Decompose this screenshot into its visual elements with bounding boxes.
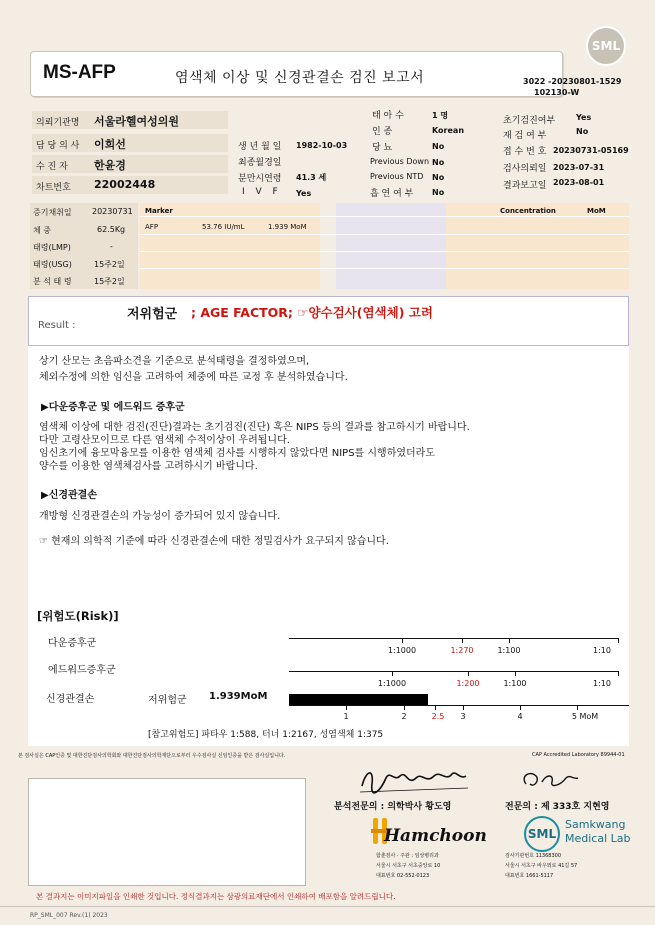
ntd-tick-5 xyxy=(520,705,521,710)
delivery-age-label: 분만시연령 xyxy=(238,174,282,184)
edwards-tick-2 xyxy=(468,671,469,676)
bottom-note: 본 결과지는 이미지파일을 인쇄한 것입니다. 정식결과지는 삼광의료재단에서 인쇄하여 배포함을 알려드립니다. xyxy=(36,892,396,901)
paragraph-4: ☞ 현재의 의학적 기준에 따라 신경관결손에 대한 정밀검사가 요구되지 않습니다. xyxy=(39,536,389,547)
diabetes-label: 당 뇨 xyxy=(372,143,393,153)
bottom-rule xyxy=(0,906,655,907)
marker-row-line-2 xyxy=(140,251,629,252)
hamchoon-info-2: 서울시 서초구 서초중앙로 10 xyxy=(376,863,441,869)
edwards-tick-label-3: 1:100 xyxy=(503,679,527,688)
page-title: 염색체 이상 및 신경관결손 검진 보고서 xyxy=(175,70,425,86)
down-tick-4 xyxy=(618,638,619,643)
down-scale-line xyxy=(289,638,619,639)
ntd-tick-label-5: 4 xyxy=(517,712,523,721)
institution-label: 의뢰기관명 xyxy=(36,118,80,128)
down-tick-1 xyxy=(402,638,403,643)
fetus-label: 태 아 수 xyxy=(372,111,404,121)
edwards-tick-1 xyxy=(392,671,393,676)
marker-row-line-1 xyxy=(140,234,629,235)
ntd-tick-2 xyxy=(404,705,405,710)
last-exam-label: 최종월경일 xyxy=(238,158,282,168)
heading-ntd: ▶신경관결손 xyxy=(41,490,97,501)
sml-lab-name-2: Medical Lab xyxy=(565,832,631,845)
concentration-header: Concentration xyxy=(500,207,556,215)
reference-risk: [참고위험도] 파타우 1:588, 터너 1:2167, 성염색체 1:375 xyxy=(148,730,384,740)
birth-value: 1982-10-03 xyxy=(296,141,348,150)
edwards-tick-label-1: 1:1000 xyxy=(377,679,407,688)
report-code: 3022 -20230801-1529 xyxy=(523,77,622,86)
ivf-label: I V F xyxy=(242,187,282,197)
collect-label: 증기채취일 xyxy=(33,208,72,217)
race-value: Korean xyxy=(432,126,465,135)
ntd-scale-line xyxy=(289,705,629,706)
ntd-tick-4 xyxy=(463,705,464,710)
ntd-tick-label-1: 1 xyxy=(343,712,349,721)
marker-row-line-3 xyxy=(140,268,629,269)
ntd-label: 신경관결손 xyxy=(46,694,95,705)
chart-value: 22002448 xyxy=(94,178,156,191)
specialist-name: 전문의 : 제 333호 지현영 xyxy=(505,802,610,812)
paragraph-2-line-3: 임신초기에 융모막융모를 이용한 염색체 검사를 시행하지 않았다면 NIPS를 시행하였더라도 xyxy=(39,448,435,459)
collect-value: 20230731 xyxy=(92,207,133,216)
title-box xyxy=(30,51,563,97)
report-date-value: 2023-08-01 xyxy=(553,178,605,187)
sml-lab-name-1: Samkwang xyxy=(565,818,626,831)
form-code: RP_SML_007 Rev.(1) 2023 xyxy=(30,912,108,919)
ntd-tick-1 xyxy=(346,705,347,710)
hamchoon-info-1: 함춘검사 · 주관 : 임상병리과 xyxy=(376,853,439,859)
sml-info-1: 검사기관번호 11368300 xyxy=(505,853,562,859)
race-label: 인 종 xyxy=(372,127,393,137)
paragraph-1-line-1: 상기 산모는 초음파소견을 기준으로 분석태령을 결정하였으며, xyxy=(39,356,310,367)
edwards-scale-line xyxy=(289,671,619,672)
sml-logo xyxy=(586,26,626,66)
heading-down-edwards: ▶다운증후군 및 에드워드 증후군 xyxy=(41,402,185,413)
mom-header: MoM xyxy=(587,207,606,215)
edwards-tick-label-4: 1:10 xyxy=(593,679,611,688)
ntd-mom-bar xyxy=(289,694,428,705)
paragraph-1-line-2: 체외수정에 의한 임신을 고려하여 체중에 따른 교정 후 분석하였습니다. xyxy=(39,372,348,383)
weight-value: 62.5Kg xyxy=(97,225,126,234)
delivery-age-value: 41.3 세 xyxy=(296,173,327,182)
specialist-signature xyxy=(516,766,586,794)
analysis-label: 분 석 태 령 xyxy=(33,277,72,286)
request-date-label: 검사의뢰일 xyxy=(503,164,547,174)
lmp-value: - xyxy=(110,242,113,251)
down-tick-3 xyxy=(509,638,510,643)
analysis-value: 15주2일 xyxy=(94,277,125,286)
chart-label: 차트번호 xyxy=(36,183,71,193)
edwards-tick-3 xyxy=(515,671,516,676)
cap-accreditation: CAP Accredited Laboratory 89944-01 xyxy=(532,752,625,758)
smoking-value: No xyxy=(432,188,445,197)
sml-lab-logo-text: SML xyxy=(527,827,557,841)
analyst-name: 분석전문의 : 의학박사 황도영 xyxy=(334,802,452,812)
marker-afp: AFP xyxy=(145,223,159,231)
afp-mom: 1.939 MoM xyxy=(268,223,307,231)
afp-concentration: 53.76 IU/mL xyxy=(202,223,245,231)
paragraph-2-line-2: 다만 고령산모이므로 다른 염색체 수적이상이 우려됩니다. xyxy=(39,435,290,446)
patient-value: 한윤경 xyxy=(94,159,126,172)
hamchoon-name: Hamchoon xyxy=(384,826,487,846)
first-exam-value: Yes xyxy=(576,113,592,122)
institution-value: 서울라헬여성의원 xyxy=(94,115,180,128)
result-summary-risk: 저위험군 xyxy=(127,307,178,322)
ntd-tick-label-6: 5 MoM xyxy=(571,712,599,721)
down-tick-2 xyxy=(462,638,463,643)
prev-down-label: Previous Down xyxy=(370,157,430,166)
sml-info-2: 서울시 서초구 바우뫼로 41길 57 xyxy=(505,863,578,869)
result-label: Result : xyxy=(38,320,76,331)
doctor-label: 담 당 의 사 xyxy=(36,141,80,151)
marker-header: Marker xyxy=(145,207,173,215)
smoking-label: 흡 연 여 부 xyxy=(370,189,414,199)
paragraph-3: 개방형 신경관결손의 가능성이 증가되어 있지 않습니다. xyxy=(39,511,281,522)
report-date-label: 결과보고일 xyxy=(503,181,547,191)
edwards-label: 에드워드증후군 xyxy=(48,665,116,676)
ntd-tick-label-2: 2 xyxy=(401,712,407,721)
lmp-label: 태령(LMP) xyxy=(33,243,71,252)
marker-header-line xyxy=(140,216,629,217)
result-summary-note: ; AGE FACTOR; ☞양수검사(염색체) 고려 xyxy=(191,305,433,320)
down-tick-label-3: 1:100 xyxy=(497,646,521,655)
usg-value: 15주2일 xyxy=(94,260,125,269)
down-tick-label-1: 1:1000 xyxy=(387,646,417,655)
ntd-tick-6 xyxy=(577,705,578,710)
usg-label: 태령(USG) xyxy=(33,260,72,269)
reexam-value: No xyxy=(576,127,589,136)
down-tick-label-4: 1:10 xyxy=(593,646,611,655)
down-label: 다운증후군 xyxy=(48,638,97,649)
weight-label: 체 중 xyxy=(33,226,51,235)
ntd-risk: 저위험군 xyxy=(148,695,187,706)
birth-label: 생 년 월 일 xyxy=(238,142,282,152)
first-exam-label: 초기검진여부 xyxy=(503,116,556,126)
risk-title: [위험도(Risk)] xyxy=(37,609,119,623)
reexam-label: 재 검 여 부 xyxy=(503,131,547,141)
report-code-2: 102130-W xyxy=(534,88,580,97)
memo-box xyxy=(28,778,306,886)
ntd-tick-label-4: 3 xyxy=(460,712,466,721)
prev-down-value: No xyxy=(432,158,445,167)
analyst-signature xyxy=(356,764,476,798)
prev-ntd-value: No xyxy=(432,173,445,182)
ivf-value: Yes xyxy=(296,189,312,198)
sml-lab-logo xyxy=(524,816,560,852)
receipt-value: 20230731-05169 xyxy=(553,146,629,155)
interpretation-body xyxy=(28,346,629,746)
fetus-value: 1 명 xyxy=(432,111,449,120)
edwards-tick-4 xyxy=(618,671,619,676)
ntd-tick-label-3: 2.5 xyxy=(431,712,445,721)
brand-title: MS-AFP xyxy=(43,62,116,83)
edwards-tick-label-2: 1:200 xyxy=(456,679,480,688)
ntd-tick-3 xyxy=(435,705,436,710)
sml-info-3: 대표번호 1661-5117 xyxy=(505,873,554,879)
paragraph-2-line-4: 양수를 이용한 염색체검사를 고려하시기 바랍니다. xyxy=(39,461,258,472)
result-box xyxy=(28,296,629,346)
patient-label: 수 진 자 xyxy=(36,162,68,172)
hamchoon-info-3: 대표번호 02-552-0123 xyxy=(376,873,430,879)
paragraph-2-line-1: 염색체 이상에 대한 검진(진단)결과는 초기검진(진단) 혹은 NIPS 등의 결과를 참고하시기 바랍니다. xyxy=(39,422,470,433)
receipt-label: 접 수 번 호 xyxy=(503,147,547,157)
ntd-mom: 1.939MoM xyxy=(209,691,268,702)
request-date-value: 2023-07-31 xyxy=(553,163,605,172)
cap-note: 본 검사실은 CAP인증 및 대한진단검사의학회와 대한진단검사의학재단으로부터 우수검사실 신임인증을 받은 검사실입니다. xyxy=(18,753,286,759)
down-tick-label-2: 1:270 xyxy=(450,646,474,655)
prev-ntd-label: Previous NTD xyxy=(370,172,424,181)
diabetes-value: No xyxy=(432,142,445,151)
doctor-value: 이희선 xyxy=(94,138,126,151)
sml-logo-text: SML xyxy=(591,39,621,53)
